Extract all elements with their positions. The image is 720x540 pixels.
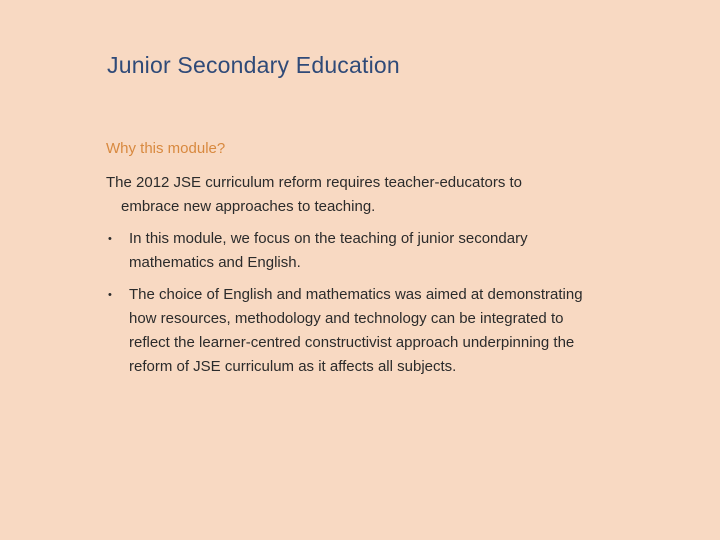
- bullet-marker: •: [108, 289, 112, 301]
- intro-line-1: The 2012 JSE curriculum reform requires teacher-educators to: [106, 174, 523, 191]
- slide-subtitle: Why this module?: [106, 140, 226, 157]
- bullet-list: [108, 227, 608, 387]
- intro-paragraph: [106, 171, 606, 219]
- bullet-item-choice: [108, 283, 608, 379]
- bullet-text: The choice of English and mathematics was aimed at demonstrating how resources, methodology and technology can be integrated to reflect the learner-centred constructivist approach underpinning the reform of JSE curriculum as it affects all subjects.: [129, 286, 583, 375]
- intro-line-2: embrace new approaches to teaching.: [121, 198, 376, 215]
- slide-title: Junior Secondary Education: [107, 52, 400, 78]
- bullet-item-focus: [108, 227, 608, 275]
- bullet-marker: •: [108, 233, 112, 245]
- bullet-text: In this module, we focus on the teaching of junior secondary mathematics and English.: [129, 230, 528, 271]
